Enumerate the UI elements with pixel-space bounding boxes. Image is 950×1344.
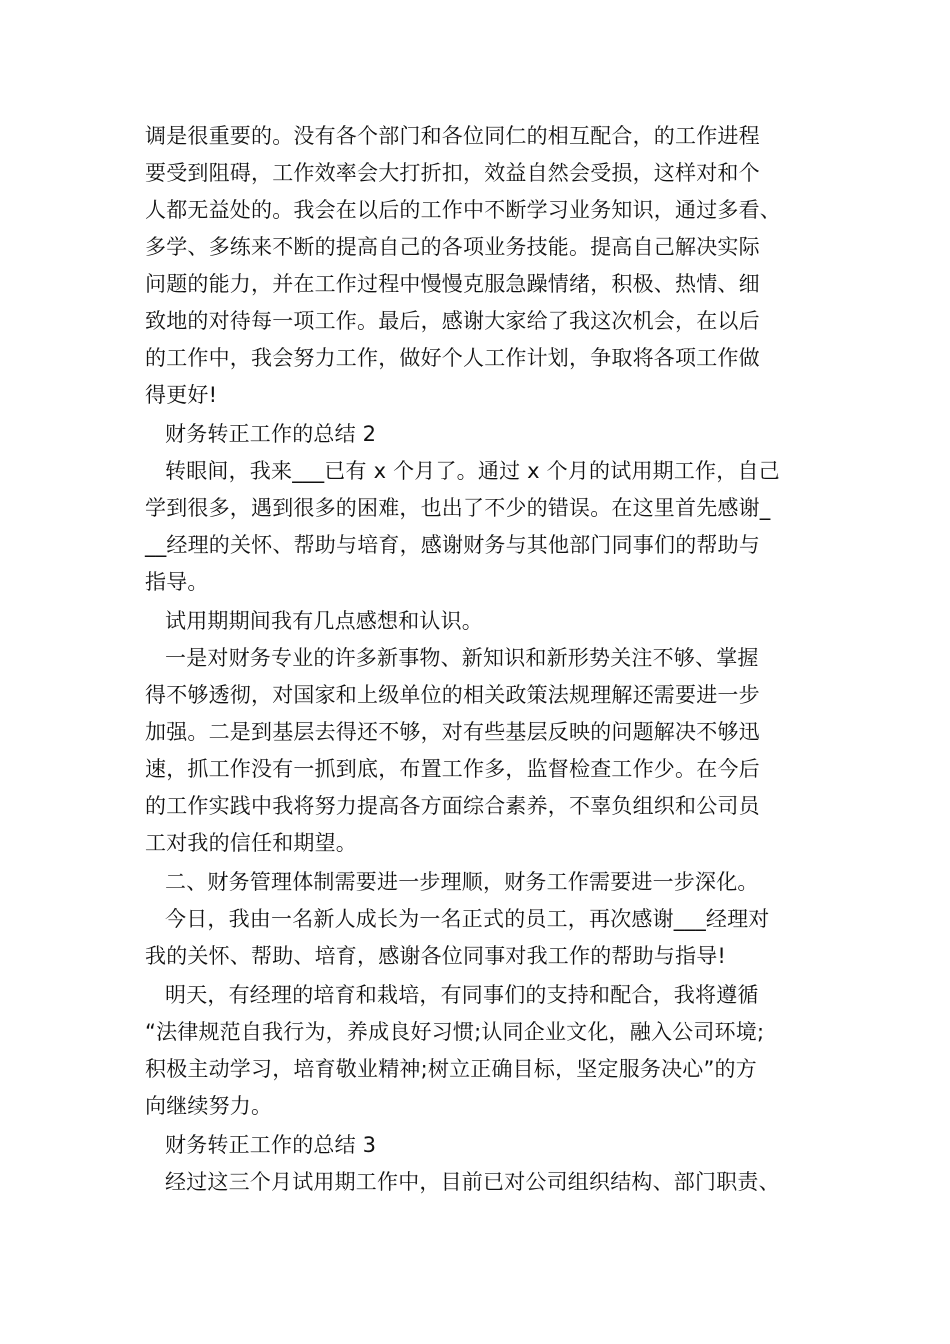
section-heading: 财务转正工作的总结 2 [165,422,377,446]
paragraph-line: 调是很重要的。没有各个部门和各位同仁的相互配合，的工作进程 [145,124,760,148]
paragraph-line: 人都无益处的。我会在以后的工作中不断学习业务知识，通过多看、 [145,198,781,222]
paragraph-line: 的工作实践中我将努力提高各方面综合素养，不辜负组织和公司员 [145,794,760,818]
paragraph-line: 要受到阻碍，工作效率会大打折扣，效益自然会受损，这样对和个 [145,161,760,185]
paragraph-line: 向继续努力。 [145,1094,273,1118]
paragraph-line: 问题的能力，并在工作过程中慢慢克服急躁情绪，积极、热情、细 [145,272,760,296]
paragraph-line: 转眼间，我来___已有 x 个月了。通过 x 个月的试用期工作，自己 [165,459,780,483]
paragraph-line: 一是对财务专业的许多新事物、新知识和新形势关注不够、掌握 [165,646,759,670]
paragraph-line: 得不够透彻，对国家和上级单位的相关政策法规理解还需要进一步 [145,683,760,707]
paragraph-line: 加强。二是到基层去得还不够，对有些基层反映的问题解决不够迅 [145,720,760,744]
paragraph-line: 得更好! [145,383,218,407]
paragraph-line: 经过这三个月试用期工作中，目前已对公司组织结构、部门职责、 [165,1170,780,1194]
paragraph-line: 明天，有经理的培育和栽培，有同事们的支持和配合，我将遵循 [165,983,759,1007]
paragraph-line: 多学、多练来不断的提高自己的各项业务技能。提高自己解决实际 [145,235,760,259]
section-heading: 财务转正工作的总结 3 [165,1133,377,1157]
paragraph-line: 速，抓工作没有一抓到底，布置工作多，监督检查工作少。在今后 [145,757,760,781]
paragraph-line: 的工作中，我会努力工作，做好个人工作计划，争取将各项工作做 [145,346,760,370]
paragraph-line: 学到很多，遇到很多的困难，也出了不少的错误。在这里首先感谢_ [145,496,771,520]
paragraph-line: 指导。 [145,570,209,594]
paragraph-line: __经理的关怀、帮助与培育，感谢财务与其他部门同事们的帮助与 [145,533,760,557]
paragraph-line: 二、财务管理体制需要进一步理顺，财务工作需要进一步深化。 [165,870,759,894]
paragraph-line: 试用期期间我有几点感想和认识。 [165,609,483,633]
paragraph-line: 我的关怀、帮助、培育，感谢各位同事对我工作的帮助与指导! [145,944,727,968]
paragraph-line: “法律规范自我行为，养成良好习惯;认同企业文化，融入公司环境; [145,1020,765,1044]
paragraph-line: 积极主动学习，培育敬业精神;树立正确目标，坚定服务决心”的方 [145,1057,757,1081]
paragraph-line: 工对我的信任和期望。 [145,831,357,855]
paragraph-line: 致地的对待每一项工作。最后，感谢大家给了我这次机会，在以后 [145,309,760,333]
paragraph-line: 今日，我由一名新人成长为一名正式的员工，再次感谢___经理对 [165,907,770,931]
